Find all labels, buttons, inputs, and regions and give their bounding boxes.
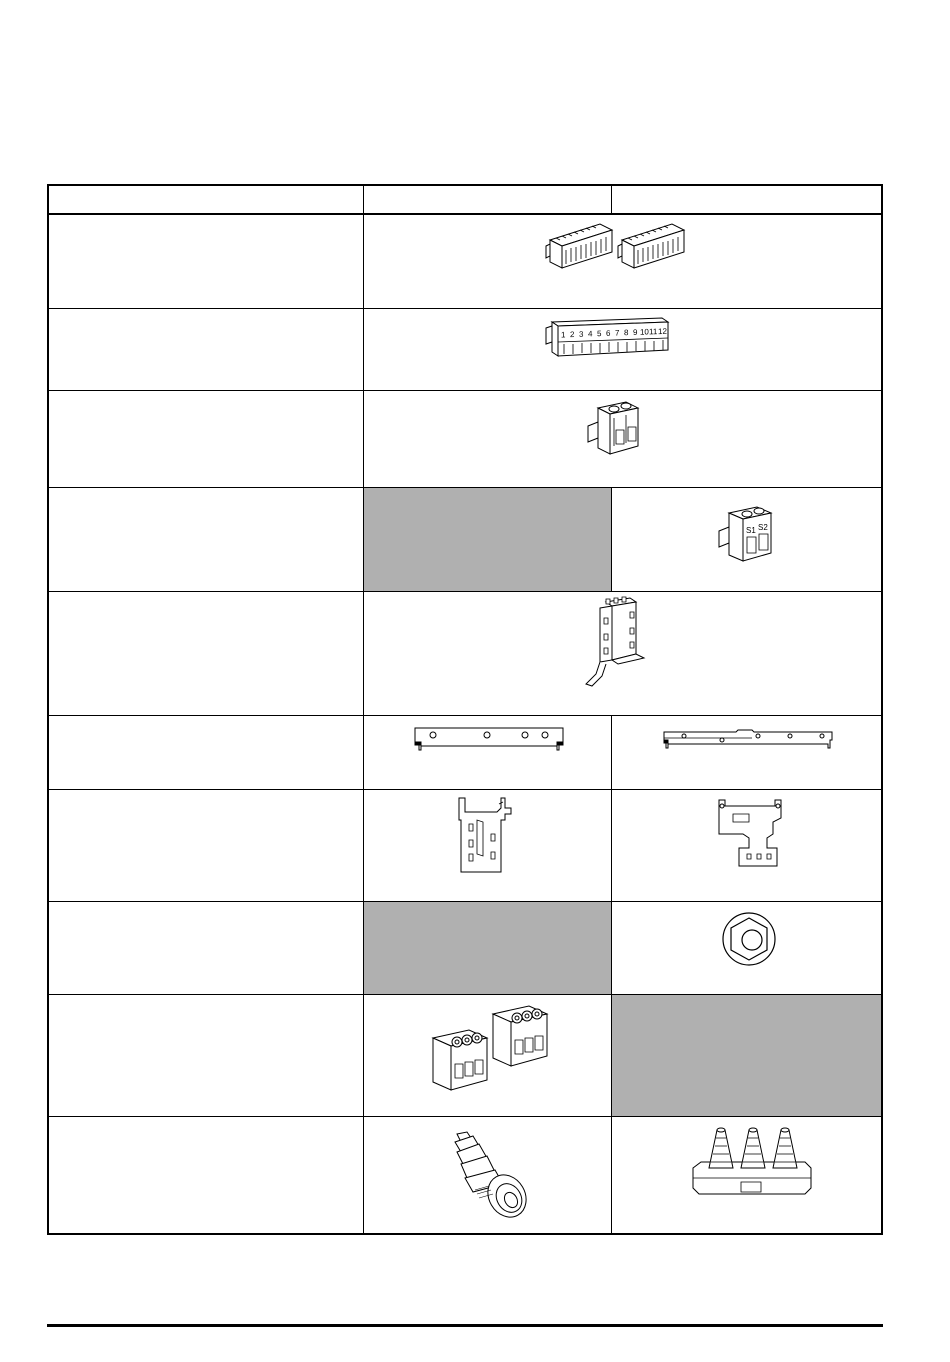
two-pole-plug-icon — [586, 398, 642, 458]
column-divider — [363, 186, 364, 1233]
pin-number: 11 — [649, 327, 658, 337]
row-divider — [49, 308, 881, 309]
row-divider — [49, 1116, 881, 1117]
shield-clamp-bracket-icon — [453, 794, 525, 876]
pin-number: 1 — [561, 330, 566, 340]
triple-cable-gland-icon — [689, 1122, 813, 1204]
three-pole-plug-pair-icon — [429, 1000, 553, 1096]
column-divider — [611, 186, 612, 214]
pin-number: 5 — [597, 329, 602, 339]
pin-number: 9 — [633, 327, 638, 337]
pin-number: 4 — [588, 329, 593, 339]
mounting-rail-long-icon — [660, 726, 836, 752]
terminal-block-pair-icon — [546, 216, 692, 274]
single-cable-gland-icon — [449, 1128, 537, 1222]
row-divider — [49, 901, 881, 902]
pin-label: S1 — [746, 526, 756, 535]
pin-number: 6 — [606, 328, 611, 338]
column-divider — [611, 715, 612, 1233]
cable-grommet-icon — [720, 910, 778, 968]
footer-rule — [47, 1324, 883, 1327]
shaded-cell-row9 — [612, 995, 881, 1116]
shaded-cell-row8 — [364, 902, 611, 994]
parts-table — [47, 184, 883, 1235]
row-divider — [49, 994, 881, 995]
s1-s2-plug-icon — [717, 501, 779, 565]
mounting-bracket-icon — [584, 596, 648, 688]
row-divider — [49, 789, 881, 790]
mounting-rail-short-icon — [411, 724, 567, 754]
pin-label: S2 — [758, 523, 768, 532]
pin-number: 8 — [624, 328, 629, 338]
shield-plate-icon — [713, 794, 789, 874]
row-divider — [49, 591, 881, 592]
shaded-cell-row4 — [364, 488, 611, 591]
header-divider — [49, 213, 881, 215]
row-divider — [49, 487, 881, 488]
pin-number: 7 — [615, 328, 620, 338]
pin-number: 2 — [570, 330, 575, 340]
pin-number: 10 — [640, 327, 649, 337]
pin-number: 12 — [658, 326, 667, 337]
row-divider — [49, 715, 881, 716]
column-divider — [611, 487, 612, 591]
pin-number: 3 — [579, 329, 584, 339]
row-divider — [49, 390, 881, 391]
numbered-terminal-strip-icon — [546, 314, 672, 360]
